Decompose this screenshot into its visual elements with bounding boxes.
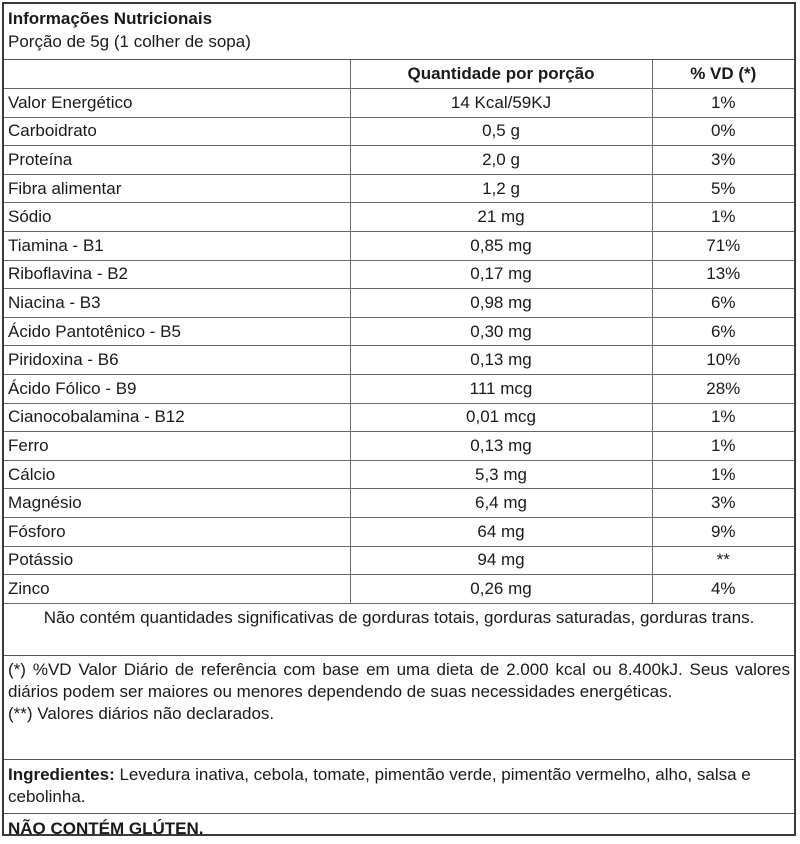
nutrient-amount: 0,26 mg xyxy=(350,575,652,604)
nutrient-dv: 6% xyxy=(652,289,794,318)
nutrient-name: Cianocobalamina - B12 xyxy=(4,403,350,432)
nutrient-amount: 0,98 mg xyxy=(350,289,652,318)
nutrient-amount: 1,2 g xyxy=(350,174,652,203)
nutrient-amount: 6,4 mg xyxy=(350,489,652,518)
nutrient-dv: 3% xyxy=(652,146,794,175)
table-row xyxy=(4,575,794,604)
not-declared-note: (**) Valores diários não declarados. xyxy=(8,703,275,723)
nutrient-dv: 1% xyxy=(652,203,794,232)
not-significant-note: Não contém quantidades significativas de gorduras totais, gorduras saturadas, gorduras trans. xyxy=(4,604,794,656)
table-row xyxy=(4,117,794,146)
nutrient-name: Fósforo xyxy=(4,518,350,547)
nutrient-name: Ácido Pantotênico - B5 xyxy=(4,317,350,346)
ingredients-text: Levedura inativa, cebola, tomate, pimentão verde, pimentão vermelho, alho, salsa e cebolinha. xyxy=(8,764,751,806)
dv-reference-note: (*) %VD Valor Diário de referência com base em uma dieta de 2.000 kcal ou 8.400kJ. Seus valores diários podem ser maiores ou menores dependendo de suas necessidades energéticas. xyxy=(8,659,790,701)
table-header-row xyxy=(4,60,794,89)
ingredients-label: Ingredientes: xyxy=(8,764,115,784)
nutrient-name: Ferro xyxy=(4,432,350,461)
nutrient-name: Riboflavina - B2 xyxy=(4,260,350,289)
nutrient-name: Sódio xyxy=(4,203,350,232)
nutrient-name: Tiamina - B1 xyxy=(4,232,350,261)
nutrient-dv: 9% xyxy=(652,518,794,547)
nutrition-header xyxy=(4,4,794,60)
nutrient-dv: 1% xyxy=(652,89,794,118)
nutrient-amount: 0,85 mg xyxy=(350,232,652,261)
table-row xyxy=(4,317,794,346)
table-row xyxy=(4,260,794,289)
nutrient-name: Carboidrato xyxy=(4,117,350,146)
table-row xyxy=(4,146,794,175)
nutrient-amount: 21 mg xyxy=(350,203,652,232)
table-row xyxy=(4,546,794,575)
nutrient-amount: 0,13 mg xyxy=(350,432,652,461)
nutrition-facts-panel xyxy=(2,2,796,836)
nutrient-name: Cálcio xyxy=(4,460,350,489)
nutrient-dv: 71% xyxy=(652,232,794,261)
nutrient-amount: 0,17 mg xyxy=(350,260,652,289)
nutrient-dv: 28% xyxy=(652,375,794,404)
nutrient-dv: 1% xyxy=(652,460,794,489)
nutrient-dv: 1% xyxy=(652,432,794,461)
nutrient-amount: 0,01 mcg xyxy=(350,403,652,432)
nutrient-dv: 0% xyxy=(652,117,794,146)
nutrient-name: Magnésio xyxy=(4,489,350,518)
nutrient-name: Zinco xyxy=(4,575,350,604)
nutrient-amount: 0,5 g xyxy=(350,117,652,146)
nutrient-amount: 111 mcg xyxy=(350,375,652,404)
table-row xyxy=(4,289,794,318)
column-header-nutrient xyxy=(4,60,350,89)
nutrient-amount: 5,3 mg xyxy=(350,460,652,489)
nutrition-title: Informações Nutricionais xyxy=(8,9,213,28)
table-row xyxy=(4,403,794,432)
table-row xyxy=(4,375,794,404)
nutrient-dv: 1% xyxy=(652,403,794,432)
nutrient-name: Fibra alimentar xyxy=(4,174,350,203)
nutrition-table xyxy=(4,60,794,604)
footnotes xyxy=(4,656,794,760)
nutrient-name: Potássio xyxy=(4,546,350,575)
nutrient-dv: ** xyxy=(652,546,794,575)
nutrient-amount: 64 mg xyxy=(350,518,652,547)
table-row xyxy=(4,232,794,261)
nutrient-amount: 14 Kcal/59KJ xyxy=(350,89,652,118)
nutrient-name: Piridoxina - B6 xyxy=(4,346,350,375)
table-row xyxy=(4,489,794,518)
table-row xyxy=(4,89,794,118)
table-row xyxy=(4,460,794,489)
nutrient-amount: 2,0 g xyxy=(350,146,652,175)
nutrition-table-body xyxy=(4,60,794,603)
nutrient-name: Proteína xyxy=(4,146,350,175)
nutrient-name: Niacina - B3 xyxy=(4,289,350,318)
nutrient-amount: 0,30 mg xyxy=(350,317,652,346)
table-row xyxy=(4,432,794,461)
table-row xyxy=(4,203,794,232)
gluten-warning: NÃO CONTÉM GLÚTEN. xyxy=(8,818,204,838)
nutrient-dv: 4% xyxy=(652,575,794,604)
ingredients xyxy=(4,760,794,814)
nutrient-dv: 13% xyxy=(652,260,794,289)
nutrient-name: Ácido Fólico - B9 xyxy=(4,375,350,404)
nutrient-amount: 94 mg xyxy=(350,546,652,575)
nutrient-dv: 6% xyxy=(652,317,794,346)
nutrient-dv: 3% xyxy=(652,489,794,518)
nutrient-amount: 0,13 mg xyxy=(350,346,652,375)
nutrient-name: Valor Energético xyxy=(4,89,350,118)
nutrient-dv: 5% xyxy=(652,174,794,203)
nutrient-dv: 10% xyxy=(652,346,794,375)
table-row xyxy=(4,518,794,547)
column-header-amount: Quantidade por porção xyxy=(350,60,652,89)
column-header-dv: % VD (*) xyxy=(652,60,794,89)
table-row xyxy=(4,174,794,203)
table-row xyxy=(4,346,794,375)
portion-size: Porção de 5g (1 colher de sopa) xyxy=(8,32,251,51)
